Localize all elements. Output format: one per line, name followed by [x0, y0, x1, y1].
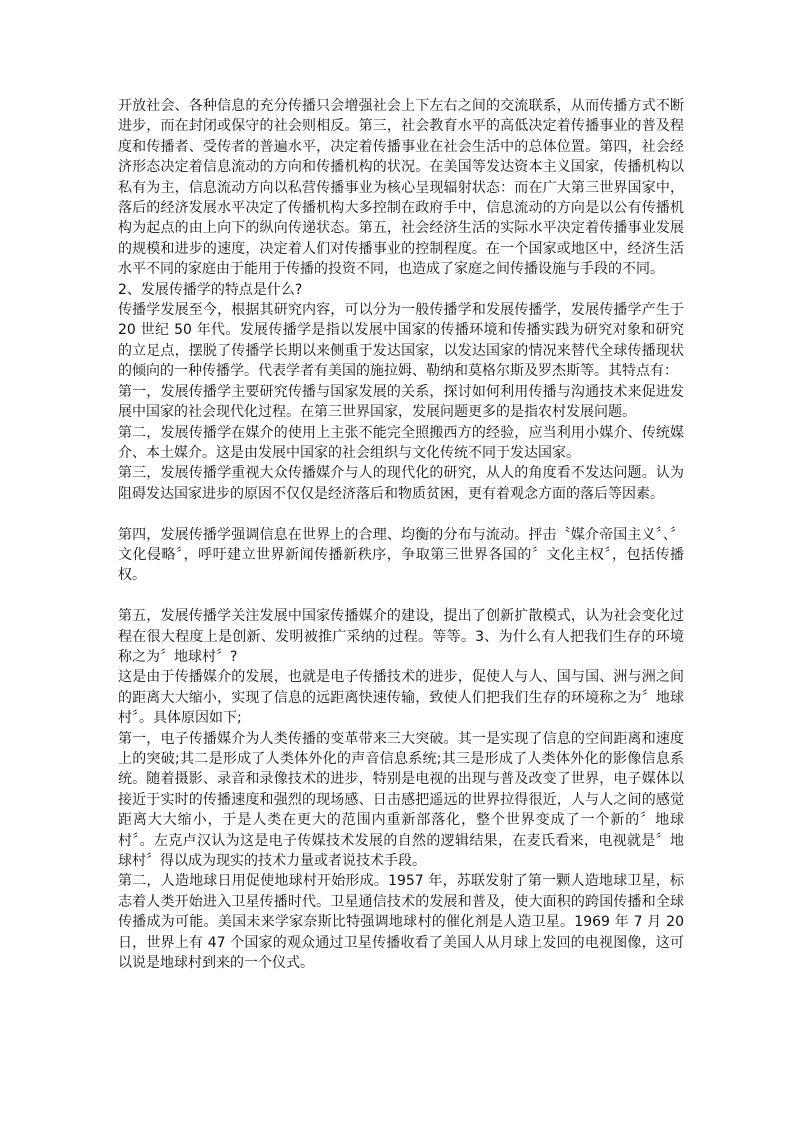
answer-3-point-1: 第一，电子传播媒介为人类传播的变革带来三大突破。其一是实现了信息的空间距离和速度上的突破;其二是形成了人类体外化的声音信息系统;其三是形成了人类体外化的影像信息系统。随着摄影、录音和录像技术的进步，特别是电视的出现与普及改变了世界，电子媒体以接近于实时的传播速度和强烈的现场感、日击感把遥远的世界拉得很近，人与人之间的感觉距离大大缩小，于是人类在更大的范围内重新部落化，整个世界变成了一个新的〞地球村〞。左克卢汉认为这是电子传媒技术发展的自然的逻辑结果，在麦氏看来，电视就是〞地球村〞得以成为现实的技术力量或者说技术手段。 [118, 730, 684, 869]
answer-2-point-4: 第四，发展传播学强调信息在世界上的合理、均衡的分布与流动。抨击〝媒介帝国主义〞、〞文化侵略〞，呼吁建立世界新闻传播新秩序，争取第三世界各国的〞文化主权〞，包括传播权。 [118, 526, 684, 584]
answer-3-intro: 这是由于传播媒介的发展，也就是电子传播技术的进步，促使人与人、国与国、洲与洲之间的距离大大缩小，实现了信息的远距离快速传输，致使人们把我们生存的环境称之为〞地球村〞。具体原因如下; [118, 669, 684, 727]
blank-line [118, 586, 684, 606]
paragraph-continuation: 开放社会、各种信息的充分传播只会增强社会上下左右之间的交流联系，从而传播方式不断进步，而在封闭或保守的社会则相反。第三，社会教育水平的高低决定着传播事业的普及程度和传播者、受传者的普遍水平，决定着传播事业在社会生活中的总体位置。第四，社会经济形态决定着信息流动的方向和传播机构的状况。在美国等发达资本主义国家，传播机构以私有为主，信息流动方向以私营传播事业为核心呈现辐射状态：而在广大第三世界国家中，落后的经济发展水平决定了传播机构大多控制在政府手中，信息流动的方向是以公有传播机构为起点的由上向下的纵向传递状态。第五，社会经济生活的实际水平决定着传播事业发展的规模和进步的速度，决定着人们对传播事业的控制程度。在一个国家或地区中，经济生活水平不同的家庭由于能用于传播的投资不同，也造成了家庭之间传播设施与手段的不同。 [118, 98, 684, 278]
question-2-heading: 2、发展传播学的特点是什么? [118, 281, 303, 298]
answer-2-point-1: 第一，发展传播学主要研究传播与国家发展的关系，探讨如何利用传播与沟通技术来促进发展中国家的社会现代化过程。在第三世界国家，发展问题更多的是指农村发展问题。 [118, 383, 684, 421]
answer-2-point-2: 第二，发展传播学在媒介的使用上主张不能完全照搬西方的经验，应当利用小媒介、传统媒介、本土媒介。这是由发展中国家的社会组织与文化传统不同于发达国家。 [118, 424, 684, 461]
document-body [118, 96, 684, 973]
answer-2-point-3: 第三，发展传播学重视大众传播媒介与人的现代化的研究，从人的角度看不发达问题。认为阻碍发达国家进步的原因不仅仅是经济落后和物质贫困，更有着观念方面的落后等因素。 [118, 465, 684, 502]
answer-2-point-5-and-question-3: 第五，发展传播学关注发展中国家传播媒介的建设，提出了创新扩散模式，认为社会变化过程在很大程度上是创新、发明被推广采纳的过程。等等。3、为什么有人把我们生存的环境称之为〞地球村〞? [118, 608, 684, 665]
blank-line [118, 504, 684, 524]
answer-3-point-2: 第二，人造地球日用促使地球村开始形成。1957 年，苏联发射了第一颗人造地球卫星，标志着人类开始进入卫星传播时代。卫星通信技术的发展和普及，使大面积的跨国传播和全球传播成为可能。美国未来学家奈斯比特强调地球村的催化剂是人造卫星。1969 年 7 月 20 日，世界上有 47 个国家的观众通过卫星传播收看了美国人从月球上发回的电视图像，这可以说是地球村到来的一个仪式。 [118, 873, 684, 972]
answer-2-intro: 传播学发展至今，根据其研究内容，可以分为一般传播学和发展传播学，发展传播学产生于 20 世纪 50 年代。发展传播学是指以发展中国家的传播环境和传播实践为研究对象和研究的立足点，摆脱了传播学长期以来侧重于发达国家，以发达国家的情况来替代全球传播现状的倾向的一种传播学。代表学者有美国的施拉姆、勒纳和莫格尔斯及罗杰斯等。其特点有： [118, 302, 684, 380]
